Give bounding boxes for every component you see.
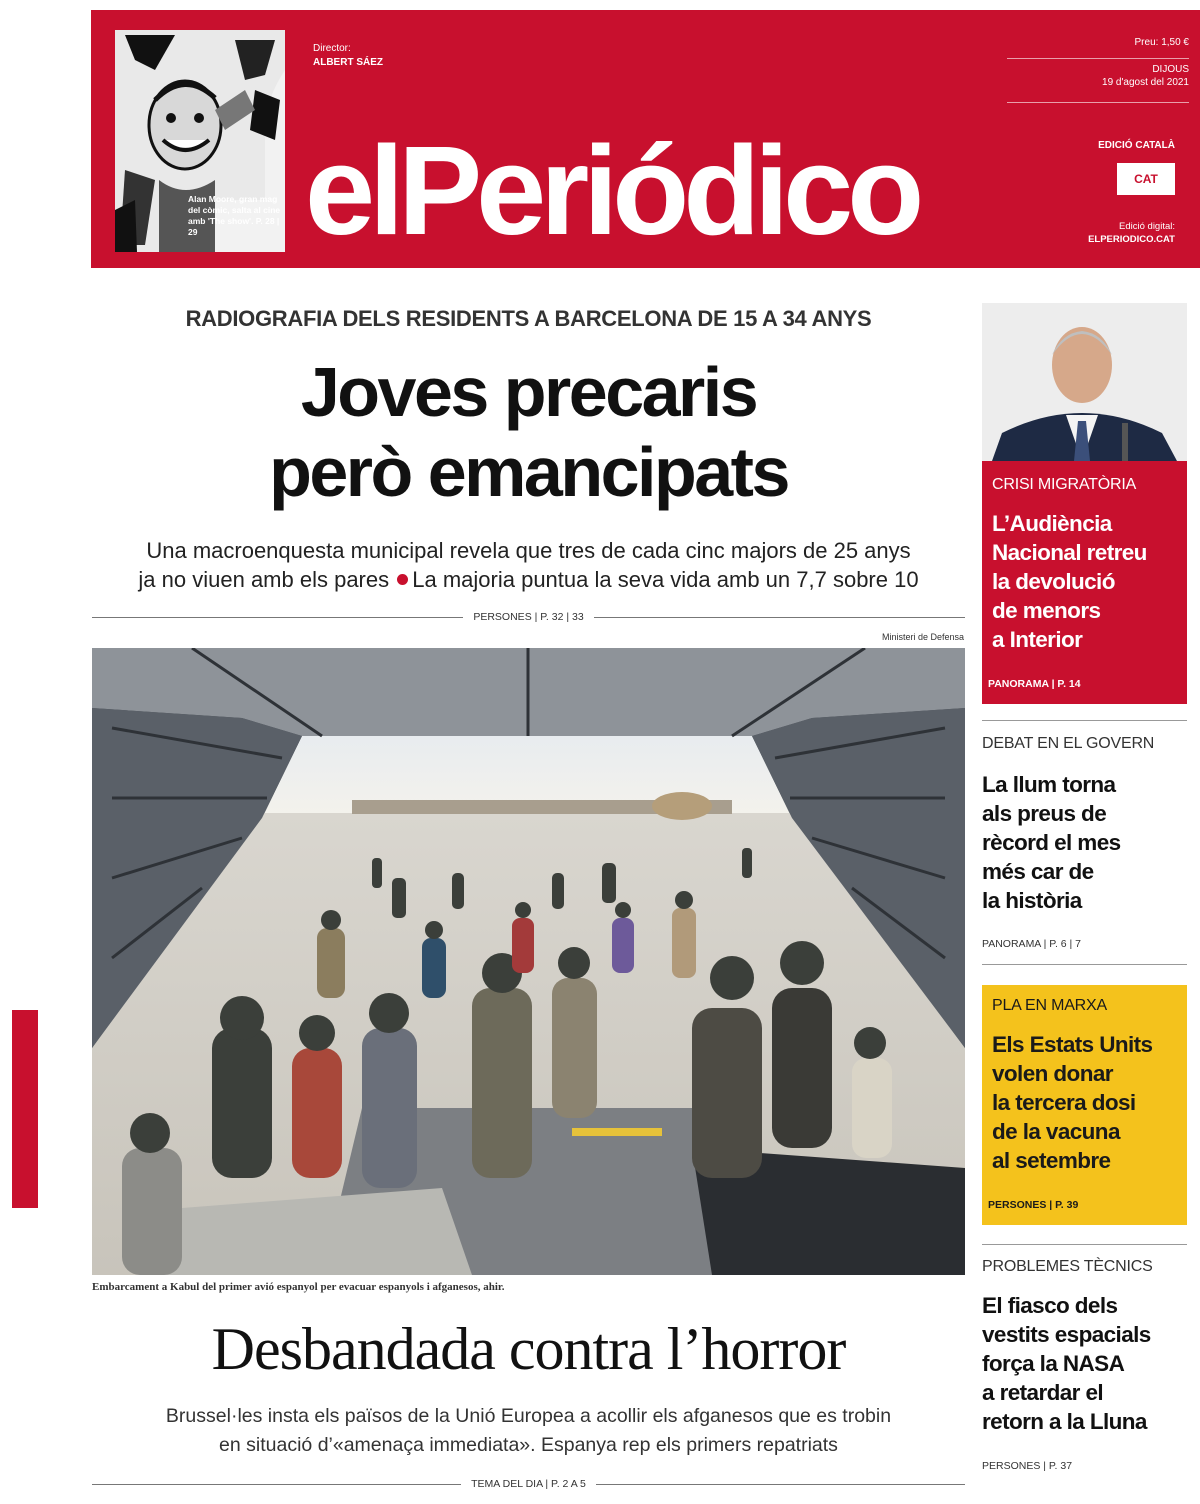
second-headline[interactable]: Desbandada contra l’horror [211,1316,846,1382]
main-kicker: RADIOGRAFIA DELS RESIDENTS A BARCELONA DE 15 A 34 ANYS [185,306,872,331]
divider [594,617,965,618]
digital-edition [1088,220,1175,246]
main-dek [92,536,965,594]
price: Preu: 1,50 € [1134,37,1189,48]
director-credit [313,42,383,70]
headline-line: vestits espacials [982,1322,1151,1347]
sidebar-kicker: DEBAT EN EL GOVERN [982,735,1155,752]
director-label: Director: [313,43,351,54]
sidebar-page-ref: PERSONES | P. 39 [988,1199,1079,1211]
divider [596,1484,965,1485]
price-date-block [1102,36,1189,89]
second-page-ref-text: TEMA DEL DIA | P. 2 A 5 [471,1478,586,1490]
sidebar-page-ref: PANORAMA | P. 6 | 7 [982,938,1082,950]
main-headline-line: però emancipats [269,433,788,511]
headline-line: a Interior [992,627,1083,652]
digital-label: Edició digital: [1119,221,1175,232]
bullet-dot-icon [397,574,408,585]
headline-line: més car de [982,859,1094,884]
second-page-ref[interactable] [92,1477,965,1491]
minister-portrait[interactable] [982,303,1187,461]
headline-line: L’Audiència [992,511,1112,536]
headline-line: rècord el mes [982,830,1121,855]
main-dek-part: ja no viuen amb els pares [138,567,390,592]
headline-line: El fiasco dels [982,1293,1118,1318]
teaser-caption[interactable]: Alan Moore, gran mag del còmic, salta al cine amb 'The show'. P. 28 | 29 [188,194,281,237]
photo-credit: Ministeri de Defensa [881,632,964,642]
headline-line: volen donar [992,1061,1113,1086]
newspaper-logo[interactable]: elPeriódico [305,120,919,261]
photo-caption: Embarcament a Kabul del primer avió espanyol per evacuar espanyols i afganesos, ahir. [92,1281,505,1293]
main-dek-part: La majoria puntua la seva vida amb un 7,7 sobre 10 [412,567,919,592]
sidebar-kicker: PLA EN MARXA [992,997,1107,1014]
divider [92,1484,461,1485]
digital-url[interactable]: ELPERIODICO.CAT [1088,234,1175,245]
masthead-rule [1007,102,1189,103]
main-headline-line: Joves precaris [300,353,757,431]
headline-line: la història [982,888,1082,913]
sidebar-headline [982,1291,1172,1436]
headline-line: a retardar el [982,1380,1104,1405]
main-dek-line: Una macroenquesta municipal revela que tres de cada cinc majors de 25 anys [146,538,911,563]
second-dek-line: en situació d’«amenaça immediata». Espanya rep els primers repatriats [219,1434,838,1456]
sidebar-headline [992,509,1182,654]
sidebar-page-ref: PANORAMA | P. 14 [988,678,1081,690]
sidebar-divider [982,720,1187,721]
sidebar-kicker: CRISI MIGRATÒRIA [992,476,1137,493]
second-dek-line: Brussel·les insta els països de la Unió Europea a acollir els afganesos que es trobin [165,1405,892,1427]
headline-line: la devolució [992,569,1115,594]
sidebar-page-ref: PERSONES | P. 37 [982,1460,1073,1472]
masthead [91,10,1200,268]
sidebar-item-pla-en-marxa[interactable] [982,985,1187,1225]
masthead-rule [1007,58,1189,59]
headline-line: de menors [992,598,1101,623]
edition-label: EDICIÓ CATALÀ [1098,140,1175,151]
headline-line: força la NASA [982,1351,1125,1376]
headline-line: la tercera dosi [992,1090,1136,1115]
headline-line: Els Estats Units [992,1032,1153,1057]
headline-line: als preus de [982,801,1107,826]
headline-line: Nacional retreu [992,540,1147,565]
headline-line: de la vacuna [992,1119,1120,1144]
sidebar-divider [982,964,1187,965]
sidebar-item-debat-govern[interactable] [982,732,1187,962]
evacuation-photo[interactable] [92,648,965,1275]
headline-line: al setembre [992,1148,1111,1173]
headline-line: retorn a la Lluna [982,1409,1147,1434]
main-page-ref[interactable] [92,610,965,624]
page-edge-marker [12,1010,38,1208]
director-name: ALBERT SÁEZ [313,57,383,68]
main-headline[interactable] [92,352,965,512]
second-dek [92,1402,965,1460]
headline-line: La llum torna [982,772,1116,797]
sidebar-kicker: PROBLEMES TÈCNICS [982,1258,1153,1275]
main-dek-line [92,565,965,594]
main-page-ref-text: PERSONES | P. 32 | 33 [473,611,584,623]
edition-badge[interactable]: CAT [1117,163,1175,195]
issue-date: 19 d'agost del 2021 [1102,77,1189,88]
divider [92,617,463,618]
sidebar-item-crisi-migratoria[interactable] [982,461,1187,704]
weekday: DIJOUS [1152,64,1189,75]
sidebar-headline [992,1030,1182,1175]
sidebar-item-problemes-tecnics[interactable] [982,1255,1187,1485]
sidebar-divider [982,1244,1187,1245]
sidebar-headline [982,770,1172,915]
